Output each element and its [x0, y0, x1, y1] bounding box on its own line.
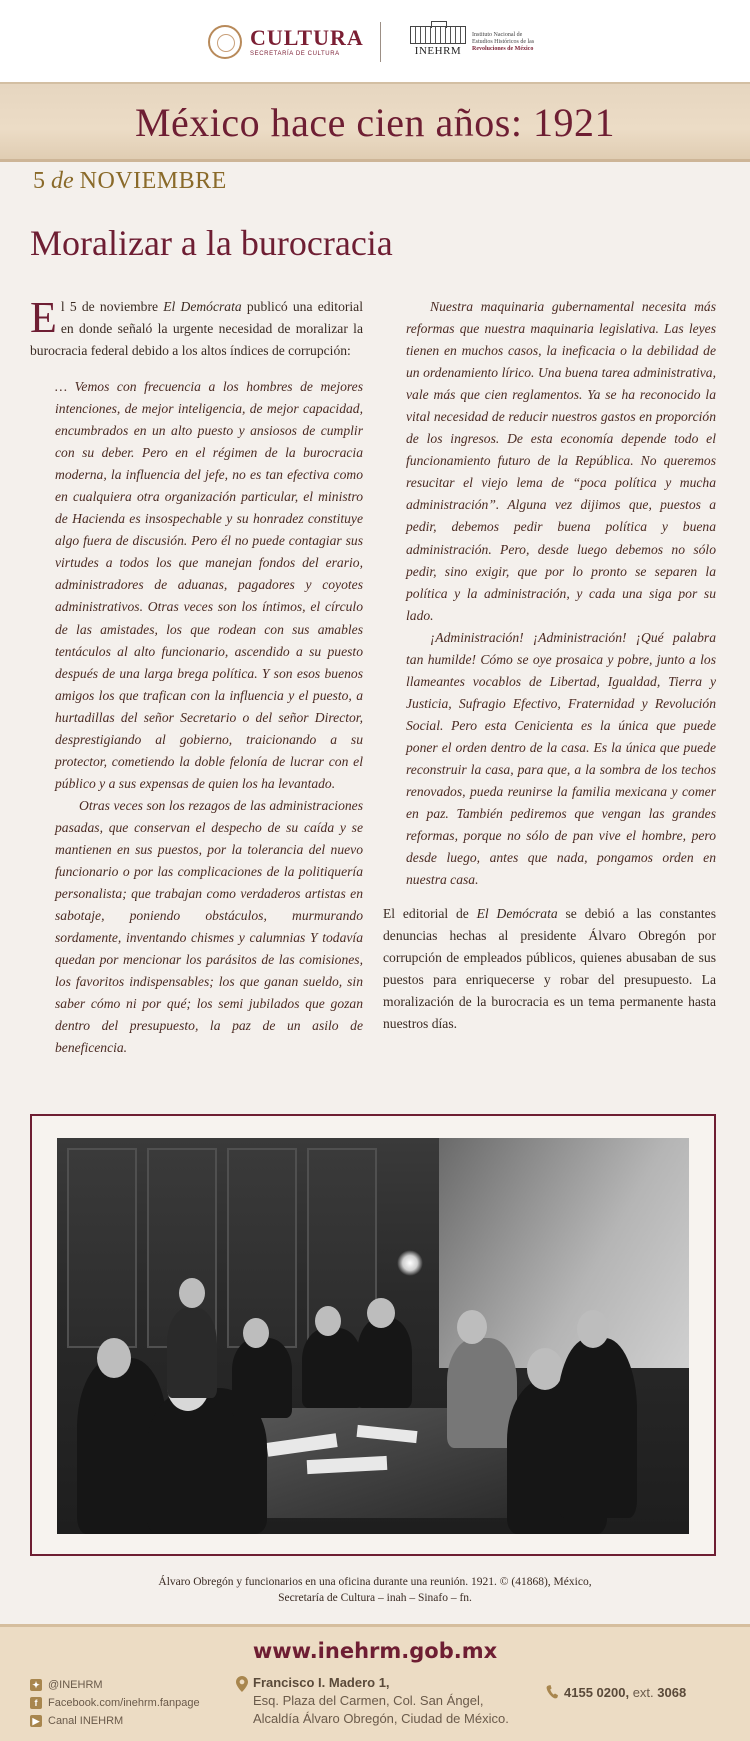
date-heading — [33, 168, 227, 195]
footer — [0, 1624, 750, 1741]
quote-paragraph-3: Nuestra maquinaria gubernamental necesita más reformas que nuestra maquinaria legislativa. Las leyes tienen en muchos casos, la ineficacia o la debilidad de un ordenamiento lírico. Una buena tarea administrativa, vale más que cien reglamentos. Ya se ha reconocido la vital necesidad de reducir nuestros gastos en proporción de los ingresos. De esta economía depende todo el funcionamiento futuro de la República. No queremos resucitar el viejo lema de “poca política y mucha administración”. Alguna vez dijimos que, puestos a pedir, debemos pedir buena política y buena administración. Pero, desde luego debemos no sólo pedir, sino exigir, que por lo pronto se separen la política y la administración, y cada una siga por su lado. — [406, 299, 716, 623]
cultura-logo[interactable] — [208, 24, 364, 60]
phone-number: 4155 0200, — [564, 1685, 630, 1700]
photo-frame — [30, 1114, 716, 1556]
quote-paragraph-1: … Vemos con frecuencia a los hombres de mejores intenciones, de mejor inteligencia, de mejor capacidad, encumbrados en un alto puesto y ansiosos de cumplir con su deber. Pero en el régimen de la burocracia moderna, la influencia del jefe, no es tan efectiva como en cualquiera otra organización particular, el ministro de Hacienda es insospechable y su honradez constituye algo fuera de discusión. Pero él no puede contagiar sus virtudes a todos los que manejan fondos del erario, administradores de aduanas, pagadores y coyotes administrativos. Otras veces son los íntimos, el círculo de las amistades, los que rodean con sus amables tentáculos al alto funcionario, ascendido a su puesto después de una larga brega política. Y son esos buenos amigos los que trafican con la influencia y el puesto, a hurtadillas del señor Secretario o del señor Director, desprestigiando al gobierno, traicionando a su protector, cometiendo la doble felonía de lucrar con el público y a sus expensas de quien los ha levantado. — [55, 379, 363, 791]
article-headline: Moralizar a la burocracia — [30, 223, 393, 263]
date-month: NOVIEMBRE — [79, 168, 227, 194]
newspaper-name: El Demócrata — [163, 299, 242, 314]
date-day: 5 — [33, 168, 45, 194]
newspaper-name: El Demócrata — [476, 906, 558, 922]
twitter-link[interactable]: ✦ @INEHRM — [30, 1676, 200, 1694]
top-header — [0, 0, 750, 82]
cultura-wordmark: CULTURA — [250, 25, 364, 50]
intro-paragraph: El 5 de noviembre El Demócrata publicó una editorial en donde señaló la urgente necesidad de moralizar la burocracia federal debido a los altos índices de corrupción: — [30, 293, 363, 358]
address-street: Francisco I. Madero 1, — [253, 1675, 390, 1690]
facebook-link[interactable]: f Facebook.com/inehrm.fanpage — [30, 1694, 200, 1712]
website-link[interactable]: www.inehrm.gob.mx — [252, 1639, 498, 1663]
page-title: México hace cien años: 1921 — [134, 100, 615, 145]
phone-icon — [546, 1685, 558, 1699]
inehrm-logo[interactable] — [408, 26, 544, 57]
date-connector: de — [51, 168, 74, 194]
inehrm-wordmark: INEHRM — [414, 45, 462, 57]
facebook-icon: f — [30, 1697, 42, 1709]
phone-ext-label: ext. — [632, 1685, 654, 1700]
article-column-right — [383, 296, 716, 1035]
phone-extension: 3068 — [657, 1685, 687, 1700]
drop-cap: E — [30, 293, 57, 342]
mexico-seal-icon — [208, 25, 242, 59]
twitter-icon: ✦ — [30, 1679, 42, 1691]
address-line-2: Esq. Plaza del Carmen, Col. San Ángel, — [253, 1693, 484, 1708]
social-links — [30, 1676, 200, 1730]
address-block — [253, 1674, 509, 1728]
quote-paragraph-2: Otras veces son los rezagos de las administraciones pasadas, que conservan el despecho de su caída y se mantienen en sus puestos, por la tolerancia del nuevo funcionario o por las complicaciones de la politiquería personalista; que trabajan como verdaderos artistas en sabotaje, poniendo obstáculos, murmurando sordamente, inventando chismes y calumnias Y todavía quedan por mencionar los parásitos de las comisiones, los favoritos indispensables; los que ganan sueldo, sin saber cómo ni por qué; los semi jubilados que gozan dentro del presupuesto, la paz de un asilo de beneficencia. — [55, 797, 363, 1056]
youtube-icon: ▶ — [30, 1715, 42, 1727]
title-banner — [0, 82, 750, 162]
article-column-left — [30, 293, 363, 1059]
address-line-3: Alcaldía Álvaro Obregón, Ciudad de México. — [253, 1711, 509, 1726]
building-icon — [410, 26, 466, 44]
photo-caption: Álvaro Obregón y funcionarios en una oficina durante una reunión. 1921. © (41868), México, Secretaría de Cultura – inah – Sinafo – fn. — [158, 1576, 592, 1604]
logo-divider — [380, 22, 381, 62]
cultura-subtitle: SECRETARÍA DE CULTURA — [250, 51, 340, 57]
closing-paragraph: El editorial de El Demócrata se debió a las constantes denuncias hechas al presidente Álvaro Obregón por corrupción de empleados públicos, quienes abusaban de sus puestos para enriquecerse y robar del presupuesto. La moralización de la burocracia es un tema permanente hasta nuestros días. — [383, 906, 716, 1032]
youtube-link[interactable]: ▶ Canal INEHRM — [30, 1712, 200, 1730]
quote-paragraph-4: ¡Administración! ¡Administración! ¡Qué palabra tan humilde! Cómo se oye prosaica y pobre, junto a los llameantes vocablos de Libertad, Igualdad, Tierra y Justicia, Sufragio Efectivo, Fraternidad y Revolución Social. Pero esta Cenicienta es la única que puede poner el orden dentro de la casa. Es la única que puede reconstruir la casa, para que, a la sombra de los techos renovados, pueda reunirse la familia mexicana y comer en paz. También pediremos que vengan las grandes reformas, porque no sólo de pan vive el hombre, pero desde luego, antes que nada, pongamos orden en nuestra casa. — [406, 629, 716, 888]
inehrm-description: Instituto Nacional de Estudios Históricos de las Revoluciones de México — [472, 32, 535, 52]
location-pin-icon — [236, 1676, 248, 1692]
phone-contact[interactable] — [564, 1685, 686, 1700]
historical-photo — [57, 1138, 689, 1534]
